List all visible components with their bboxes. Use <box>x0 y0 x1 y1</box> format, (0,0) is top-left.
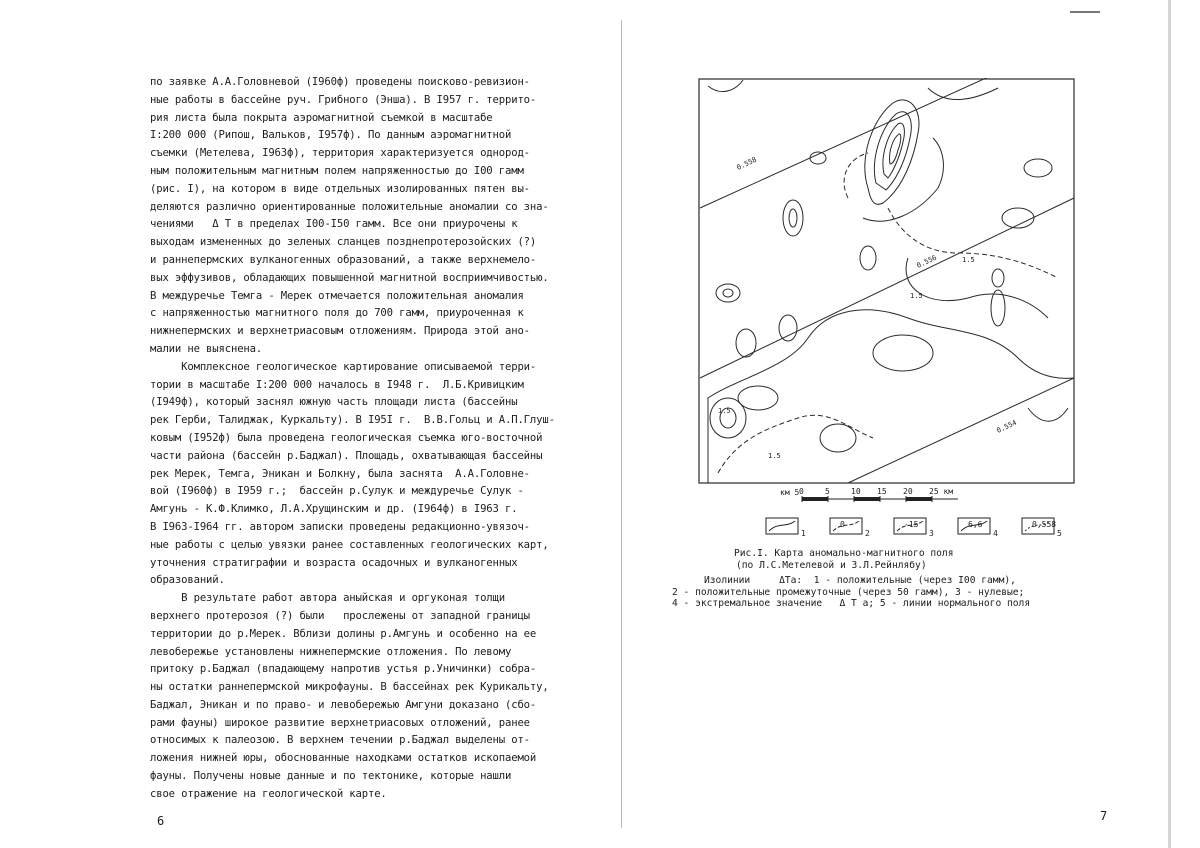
legend-swatch-5 <box>1022 518 1062 538</box>
text-line: Амгунь - К.Ф.Климко, Л.А.Хрущинским и др. (I964ф) в I963 г. <box>150 503 518 516</box>
text-line: вой (I960ф) в I959 г.; бассейн р.Сулук и междуречье Сулук - <box>150 485 524 498</box>
normal-line-label-1: 0.558 <box>735 155 758 172</box>
isoline-label-3: 1.5 <box>718 407 731 415</box>
legend-swatch-number: 3 <box>929 529 934 538</box>
main-anomaly-cluster <box>844 100 943 221</box>
scale-tick-label: 0 <box>799 487 804 496</box>
legend-swatch-number: 1 <box>801 529 806 538</box>
magnetic-anomaly-map <box>698 78 1076 485</box>
scan-edge-mark <box>1070 11 1100 13</box>
text-line: Баджал, Эникан и по право- и левобережью Амгуни доказано (сбо- <box>150 698 537 711</box>
zero-isoline-south <box>708 310 1074 483</box>
text-line: уточнения стратиграфии и возраста осадочных и вулканогенных <box>150 556 518 569</box>
isoline-b <box>906 258 1048 318</box>
text-line: относимых к палеозою. В верхнем течении р.Баджал выделены от- <box>150 734 530 747</box>
legend-swatch-box <box>830 518 862 534</box>
text-line: рия листа была покрыта аэромагнитной съемкой в масштабе <box>150 111 493 124</box>
text-line: В результате работ автора аныйская и оргуконая толщи <box>150 592 505 605</box>
isoline-label-4: 1.5 <box>768 452 781 460</box>
caption-line-2: (по Л.С.Метелевой и З.Л.Рейнлябу) <box>736 559 927 571</box>
text-line: тории в масштабе I:200 000 началось в I948 г. Л.Б.Кривицким <box>150 378 524 391</box>
scale-tick-label: 15 <box>877 487 887 496</box>
legend-swatch-4 <box>958 518 998 538</box>
text-line: В междуречье Темга - Мерек отмечается положительная аномалия <box>150 289 524 302</box>
legend-swatch-sample: 6,6 <box>968 520 983 529</box>
text-line: ные работы в бассейне руч. Грибного (Энша). В I957 г. террито- <box>150 93 537 106</box>
legend-swatch-3 <box>894 518 934 538</box>
text-line: части района (бассейн р.Баджал). Площадь, охватывающая бассейны <box>150 449 543 462</box>
text-line: фауны. Получены новые данные и по тектонике, которые нашли <box>150 770 512 783</box>
page-number-left: 6 <box>157 814 165 828</box>
text-line: территории до р.Мерек. Вблизи долины р.Амгунь и особенно на ее <box>150 627 537 640</box>
normal-line-label-2: 0.556 <box>915 253 938 270</box>
text-line: ные работы с целью увязки ранее составленных геологических карт, <box>150 538 549 551</box>
text-line: притоку р.Баджал (впадающему напротив устья р.Уничинки) собра- <box>150 663 537 676</box>
text-line: ложения нижней юры, обоснованные находками остатков ископаемой <box>150 752 537 765</box>
isoline-label-1: 1.5 <box>910 292 923 300</box>
legend-swatch-sample: 0,558 <box>1032 520 1057 529</box>
small-anomalies <box>708 80 1068 452</box>
text-line: выходам измененных до зеленых сланцев позднепротерозойских (?) <box>150 236 537 249</box>
normal-line-label-3: 0.554 <box>995 418 1018 435</box>
text-line: левобережье установлены нижнепермские отложения. По левому <box>150 645 512 658</box>
legend-swatch-line <box>769 521 795 531</box>
text-line: с напряженностью магнитного поля до 700 гамм, приуроченная к <box>150 307 524 320</box>
scale-bar-graphic <box>780 484 970 512</box>
map-figure <box>698 78 1076 485</box>
text-line: Комплексное геологическое картирование описываемой терри- <box>150 360 537 373</box>
text-line: В I963-I964 гг. автором записки проведены редакционно-увязоч- <box>150 520 530 533</box>
legend-swatch-number: 4 <box>993 529 998 538</box>
text-line: и раннепермских вулканогенных образований, а также верхнемело- <box>150 253 537 266</box>
map-frame <box>699 79 1074 483</box>
map-legend-swatches <box>760 514 1080 544</box>
page-gutter <box>621 20 622 828</box>
text-line: рек Мерек, Темга, Эникан и Болкну, была заснята А.А.Головне- <box>150 467 530 480</box>
legend-line-2: 2 - положительные промежуточные (через 50 гамм), 3 - нулевые; <box>672 586 1025 598</box>
text-line: ным положительным магнитным полем напряженностью до I00 гамм <box>150 164 524 177</box>
legend-swatch-sample: -15 <box>904 520 919 529</box>
legend-swatch-box <box>766 518 798 534</box>
text-line: чениями Δ Т в пределах I00-I50 гамм. Все они приурочены к <box>150 218 518 231</box>
text-line: съемки (Метелева, I963ф), территория характеризуется однород- <box>150 147 530 160</box>
legend-swatch-row <box>760 514 1080 544</box>
text-line: I:200 000 (Рипош, Вальков, I957ф). По данным аэромагнитной <box>150 129 512 142</box>
text-line: ны остатки раннепермской микрофауны. В бассейнах рек Курикальту, <box>150 681 549 694</box>
scale-tick-label: 5 <box>825 487 830 496</box>
text-line: нижнепермских и верхнетриасовым отложениям. Природа этой ано- <box>150 325 530 338</box>
legend-line-3: 4 - экстремальное значение Δ Т а; 5 - линии нормального поля <box>672 598 1031 609</box>
text-line: рек Герби, Талиджак, Куркальту). В I95I г. В.В.Гольц и А.П.Глуш- <box>150 414 555 427</box>
page-edge-shadow <box>1168 0 1171 848</box>
legend-swatch-number: 2 <box>865 529 870 538</box>
text-line: образований. <box>150 574 225 587</box>
normal-field-line-3 <box>848 378 1074 483</box>
scale-tick-label: 20 <box>903 487 913 496</box>
legend-swatch-sample: 0 <box>840 520 845 529</box>
text-line: рами фауны) широкое развитие верхнетриасовых отложений, ранее <box>150 716 530 729</box>
text-line: деляются различно ориентированные положительные аномалии со зна- <box>150 200 549 213</box>
figure-caption <box>734 548 1114 571</box>
map-scale-bar <box>780 484 970 512</box>
text-line: свое отражение на геологической карте. <box>150 787 387 800</box>
left-page-text <box>150 74 610 804</box>
text-line: (рис. I), на котором в виде отдельных изолированных пятен вы- <box>150 182 530 195</box>
isoline-label-2: 1.5 <box>962 256 975 264</box>
text-line: верхнего протерозоя (?) были прослежены от западной границы <box>150 609 530 622</box>
scale-tick-label: 10 <box>851 487 861 496</box>
normal-field-line-2 <box>700 198 1074 378</box>
text-line: по заявке А.А.Головневой (I960ф) проведены поисково-ревизион- <box>150 76 530 88</box>
scale-unit-left: км 5 <box>780 488 800 497</box>
isoline-dashed-a <box>718 415 873 473</box>
text-line: (I949ф), который заснял южную часть площади листа (бассейны <box>150 396 518 409</box>
text-line: вых эффузивов, обладающих повышенной магнитной восприимчивостью. <box>150 271 549 284</box>
legend-swatch-2 <box>830 518 870 538</box>
legend-explanation <box>672 575 1122 610</box>
legend-swatch-1 <box>766 518 806 538</box>
caption-line-1: Рис.I. Карта аномально-магнитного поля <box>734 548 954 559</box>
legend-swatch-line <box>833 521 859 531</box>
legend-swatch-number: 5 <box>1057 529 1062 538</box>
text-line: малии не выяснена. <box>150 342 263 355</box>
legend-line-1: Изолинии ΔТа: 1 - положительные (через I00 гамм), <box>704 575 1016 586</box>
text-line: ковым (I952ф) была проведена геологическая съемка юго-восточной <box>150 431 543 444</box>
scale-tick-label: 25 км <box>929 487 954 496</box>
page-number-right: 7 <box>1100 809 1108 823</box>
